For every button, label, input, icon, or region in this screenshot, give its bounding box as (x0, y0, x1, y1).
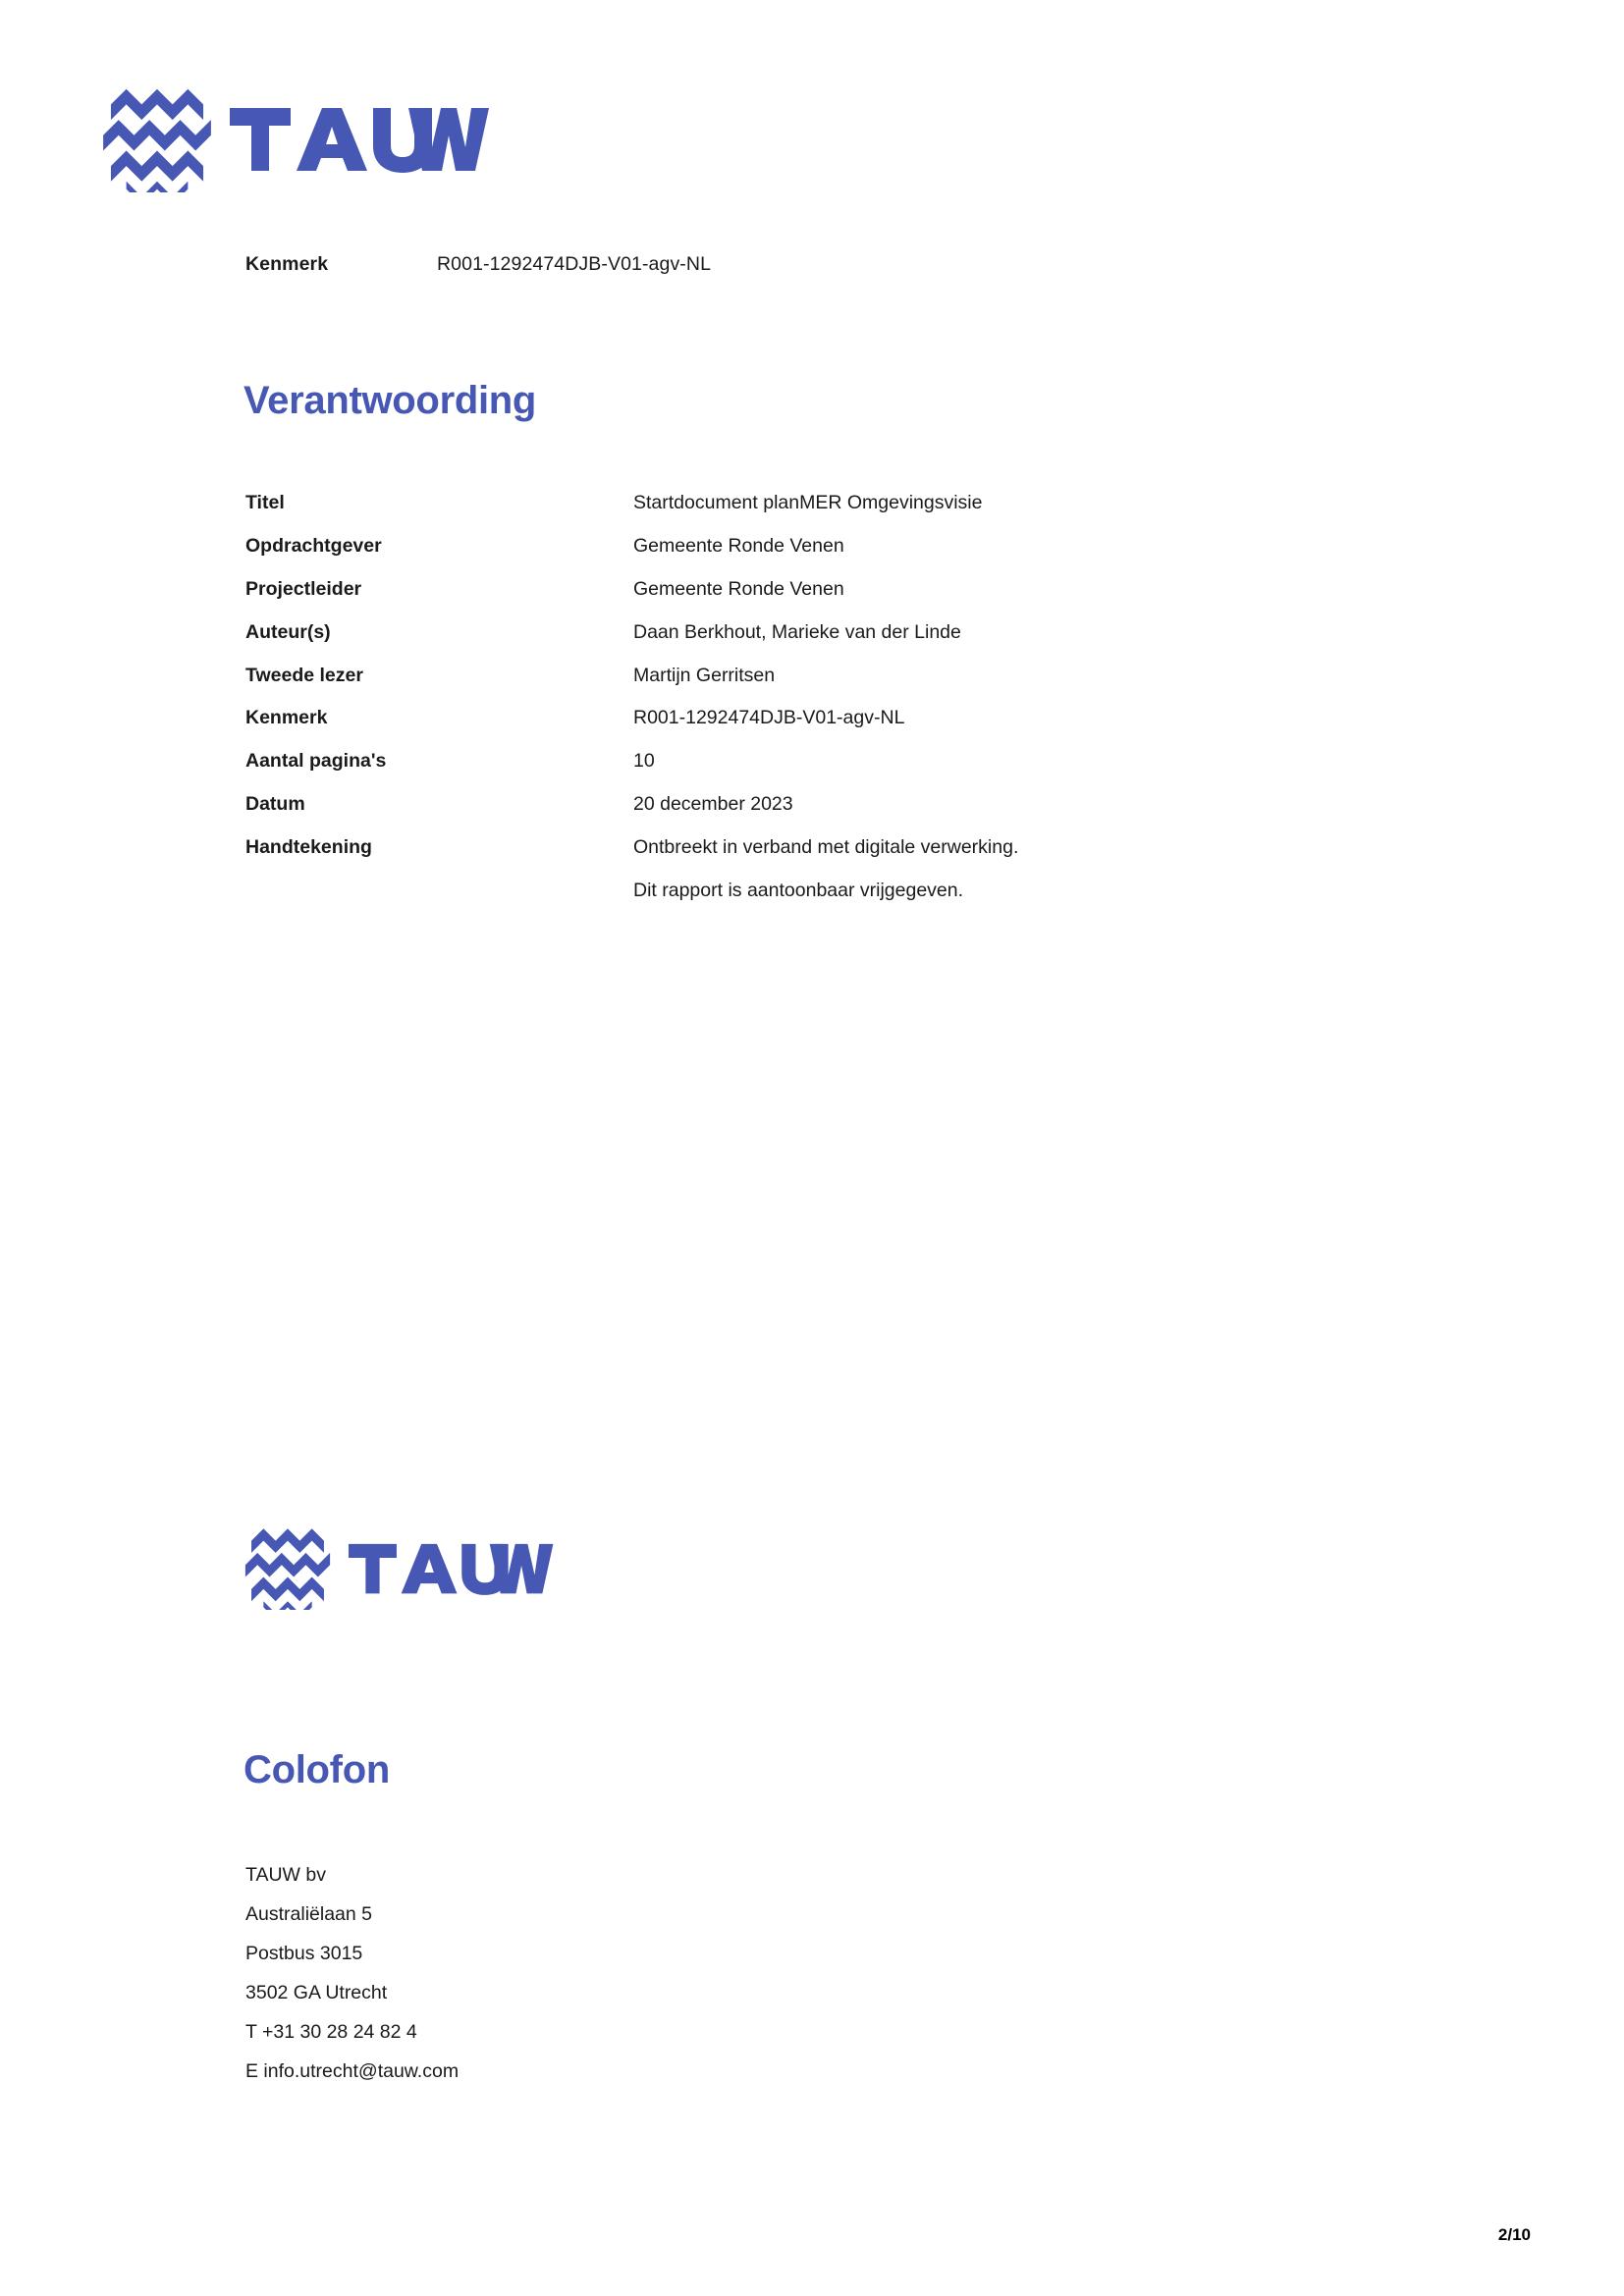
tauw-logo-header (102, 82, 491, 192)
row-value: Gemeente Ronde Venen (633, 534, 844, 557)
row-label: Opdrachtgever (245, 534, 382, 557)
table-row (245, 491, 1129, 534)
row-value-line-1: Ontbreekt in verband met digitale verwerking. (633, 836, 1019, 858)
table-row (245, 620, 1129, 664)
row-label: Projectleider (245, 577, 362, 600)
verantwoording-table (245, 491, 1129, 922)
tauw-wordmark-icon (230, 102, 491, 173)
row-value: Startdocument planMER Omgevingsvisie (633, 492, 983, 513)
kenmerk-header-line (245, 253, 711, 276)
table-row (245, 577, 1129, 620)
row-value: Martijn Gerritsen (633, 664, 776, 686)
row-label: Auteur(s) (245, 620, 331, 643)
colofon-address-block (245, 1855, 459, 2091)
row-value: Daan Berkhout, Marieke van der Linde (633, 620, 961, 643)
row-value: 20 december 2023 (633, 793, 793, 816)
tauw-lattice-logo-icon (244, 1523, 331, 1610)
colofon-heading: Colofon (244, 1748, 390, 1791)
row-label: Kenmerk (245, 707, 328, 729)
table-row (245, 749, 1129, 792)
tauw-lattice-logo-icon (102, 82, 212, 192)
row-label: Datum (245, 793, 305, 816)
kenmerk-value: R001-1292474DJB-V01-agv-NL (437, 253, 712, 275)
row-value (633, 835, 1129, 922)
verantwoording-heading: Verantwoording (244, 379, 537, 422)
kenmerk-label: Kenmerk (245, 253, 329, 275)
tauw-logo-colofon (244, 1523, 555, 1610)
address-line: 3502 GA Utrecht (245, 1982, 388, 2003)
address-line-email: E info.utrecht@tauw.com (245, 2060, 460, 2082)
table-row (245, 706, 1129, 749)
tauw-wordmark-icon (349, 1539, 555, 1595)
address-line: Postbus 3015 (245, 1943, 363, 1964)
table-row (245, 835, 1129, 922)
table-row (245, 792, 1129, 835)
row-value: Gemeente Ronde Venen (633, 577, 844, 600)
row-label: Titel (245, 492, 285, 513)
address-line: TAUW bv (245, 1864, 326, 1886)
row-value: R001-1292474DJB-V01-agv-NL (633, 707, 905, 729)
row-value: 10 (633, 750, 655, 773)
row-label: Tweede lezer (245, 664, 363, 686)
row-label: Handtekening (245, 836, 372, 858)
table-row (245, 534, 1129, 577)
table-row (245, 664, 1129, 707)
row-label: Aantal pagina's (245, 750, 387, 773)
page-number: 2/10 (1497, 2225, 1531, 2244)
address-line-phone: T +31 30 28 24 82 4 (245, 2021, 417, 2043)
address-line: Australiëlaan 5 (245, 1903, 372, 1925)
row-value-line-2: Dit rapport is aantoonbaar vrijgegeven. (633, 879, 964, 901)
